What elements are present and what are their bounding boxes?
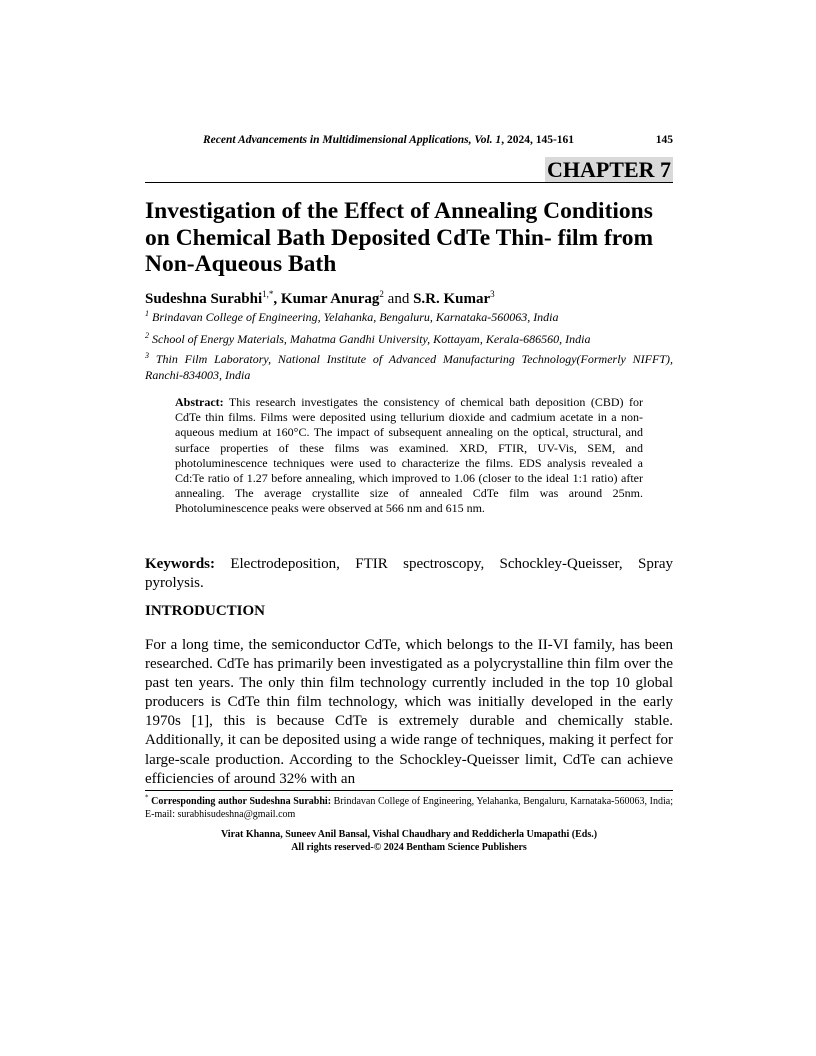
rights-line: All rights reserved-© 2024 Bentham Science Publishers [291,841,527,853]
author-name: Sudeshna Surabhi [145,291,263,307]
abstract-text: This research investigates the consistency of chemical bath deposition (CBD) for CdTe thin films. Films were deposited using tellurium dioxide and cadmium acetate in a non-aqueous medium at 160°C. The impact of subsequent annealing on the optical, structural, and surface properties of these films was examined. XRD, FTIR, UV-Vis, SEM, and photoluminescence techniques were used to characterize the films. EDS analysis revealed a Cd:Te ratio of 1.27 before annealing, which improved to 1.06 (closer to the ideal 1:1 ratio) after annealing. The average crystallite size of annealed CdTe film was around 25nm. Photoluminescence peaks were observed at 566 nm and 615 nm. [175,395,643,516]
author-affiliation-mark: 2 [379,289,384,299]
affiliation-text: School of Energy Materials, Mahatma Gandhi University, Kottayam, Kerala-686560, India [152,332,591,346]
affiliation-mark: 1 [145,309,149,318]
journal-title: Recent Advancements in Multidimensional Applications, Vol. 1 [203,134,502,146]
affiliation [145,310,673,326]
affiliation-text: Thin Film Laboratory, National Institute of Advanced Manufacturing Technology(Formerly NIFFT), Ranchi-834003, India [145,352,673,382]
author-separator: , [273,291,281,307]
editors-line: Virat Khanna, Suneev Anil Bansal, Vishal Chaudhary and Reddicherla Umapathi (Eds.) [220,829,598,840]
affiliation [145,352,673,383]
section-heading-introduction: INTRODUCTION [145,603,266,619]
affiliation-mark: 3 [145,351,149,360]
chapter-divider [145,182,673,183]
author-name: Kumar Anurag [280,291,380,307]
footnote-mark: * [145,793,149,802]
journal-issue: , 2024, 145-161 [501,134,575,146]
introduction-paragraph: For a long time, the semiconductor CdTe, which belongs to the II-VI family, has been researched. CdTe has primarily been investigated as a polycrystalline thin film over the past ten years. The only thin film technology currently included in the top 10 global producers is CdTe thin film technology, which was initially developed in the early 1970s [1], this is because CdTe is extremely durable and chemically stable. Additionally, it can be deposited using a wide range of techniques, making it perfect for large-scale production. According to the Schockley-Queisser limit, CdTe can achieve efficiencies of around 32% with an [145,637,673,787]
author-list [145,290,673,308]
footnote-label: Corresponding author Sudeshna Surabhi: [151,796,332,807]
affiliation-text: Brindavan College of Engineering, Yelahanka, Bengaluru, Karnataka-560063, India [152,310,559,324]
keywords-text: Electrodeposition, FTIR spectroscopy, Schockley-Queisser, Spray pyrolysis. [145,556,673,591]
footnote-text: Brindavan College of Engineering, Yelahanka, Bengaluru, Karnataka-560063, India; E-mail: surabhisudeshna@gmail.com [145,796,673,820]
publisher-footer [145,829,673,854]
paper-title: Investigation of the Effect of Annealing Conditions on Chemical Bath Deposited CdTe Thin- film from Non-Aqueous Bath [145,198,654,277]
journal-citation [203,133,574,147]
author-separator: and [383,291,414,307]
footnote-corresponding-author [145,795,673,821]
footnote-divider [145,790,673,791]
keywords [145,555,673,593]
affiliation [145,332,673,348]
author-affiliation-mark: 3 [490,289,495,299]
abstract [175,395,643,517]
page-number: 145 [655,134,673,146]
author-affiliation-mark: 1,* [262,289,274,299]
author-name: S.R. Kumar [413,291,491,307]
affiliation-mark: 2 [145,331,149,340]
abstract-label: Abstract: [175,395,224,409]
keywords-label: Keywords: [145,556,215,572]
chapter-label: CHAPTER 7 [546,157,671,182]
